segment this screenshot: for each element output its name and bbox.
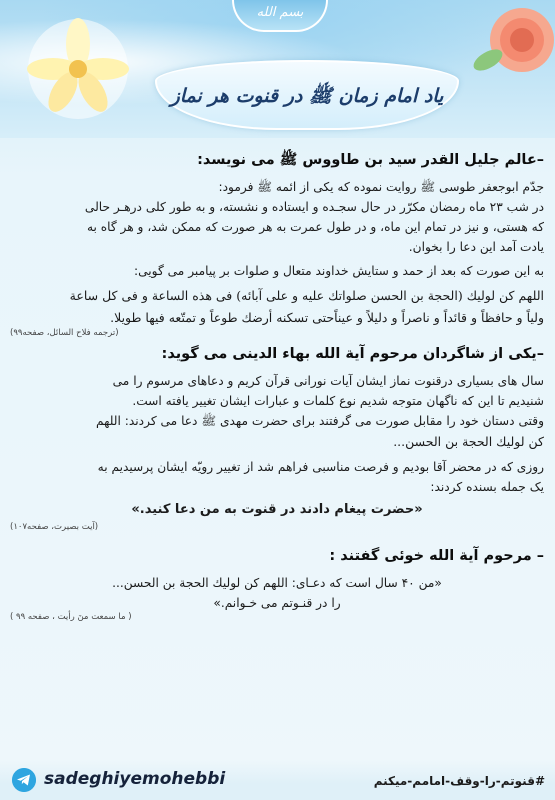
section1-line-5: به این صورت که بعد از حمد و ستایش خداوند متعال و صلوات بر پیامبر می گویی:: [134, 264, 544, 278]
section1-arabic-1: اللهم كن لوليك (الحجة بن الحسن صلواتك عليه و على آبائه) فی هذه الساعة و فی كل ساعة: [69, 288, 544, 303]
section3-citation: ( ما سمعت منَ رأيت ، صفحه ۹۹ ): [10, 612, 132, 622]
page-title: یاد امام زمان ﷺ در قنوت هر نماز: [170, 85, 444, 107]
section2-quote: «حضرت پیغام دادند در قنوت به من دعا کنید.»: [131, 502, 423, 517]
section1-heading: –عالم جلیل القدر سید بن طاووس ﷺ می نویسد:: [197, 152, 544, 168]
section2-citation: (آیت بصیرت، صفحه۱۰۷): [10, 522, 99, 532]
section2-line-6: یک جمله بسنده کردند:: [430, 480, 544, 494]
section2-line-5: روزی که در محضر آقا بودیم و فرصت مناسبی فراهم شد از تغییر رویّه ایشان پرسیدیم به: [97, 460, 544, 474]
rose-flower-icon: [470, 0, 555, 90]
section1-line-4: یادت آمد این دعا را بخوان.: [408, 240, 544, 254]
section3-quote-1: «من ۴۰ سال است که دعـای: اللهم كن لوليك الحجة بن الحسن...: [112, 576, 442, 590]
section2-line-1: سال های بسیاری درقنوت نماز ایشان آیات نورانی قرآن کریم و دعاهای مرسوم را می: [112, 374, 544, 388]
section2-heading: –یکی از شاگردان مرحوم آیة الله بهاء الدینی می گوید:: [161, 346, 544, 362]
footer: [0, 760, 555, 800]
section1-line-1: جدّم ابوجعفر طوسی ﷺ روایت نموده که یکی از ائمه ﷺ فرمود:: [218, 180, 544, 194]
header-banner: [0, 0, 555, 138]
hashtag[interactable]: #قنوتم-را-وقف-امامم-میکنم: [373, 774, 545, 788]
section1-arabic-2: ولياً و حافظاً و قائداً و ناصراً و دليلاً و عيناًحتى تسكنه أرضك طوعاً و تمتّعه فيها طويلا.: [110, 310, 544, 325]
section1-line-3: که هستی، و نیز در تمام این ماه، و در طول عمرت به هر صورت که ممکن شد، و هر گاه به: [86, 220, 544, 234]
section2-line-3: وقتی دستان خود را مقابل صورت می گرفتند برای حضرت مهدی ﷺ دعا می کردند: اللهم: [96, 414, 544, 428]
title-banner: [155, 60, 459, 130]
section2-line-4: كن لوليك الحجة بن الحسن...: [393, 434, 544, 449]
telegram-handle[interactable]: sadeghiyemohebbi: [44, 769, 226, 789]
section2-line-2: شنیدیم تا این که ناگهان متوجه شدیم نوع کلمات و عبارات ایشان تغییر یافته است.: [132, 394, 544, 408]
lily-flower-icon: [18, 14, 138, 124]
telegram-icon[interactable]: [12, 768, 36, 792]
section3-heading: – مرحوم آیة الله خوئی گفتند :: [329, 548, 544, 564]
article-body: [10, 145, 544, 627]
section1-line-2: در شب ۲۳ ماه رمضان مکرّر در حال سجـده و ایستاده و نشسته، و به طور کلی درهـر حالی: [84, 200, 544, 214]
section3-quote-2: را در قنـوتم می خـوانم.»: [213, 596, 341, 610]
section1-citation: (ترجمه فلاح السائل، صفحه۹۹): [10, 328, 119, 338]
bismillah-emblem: بسم الله: [232, 0, 328, 32]
